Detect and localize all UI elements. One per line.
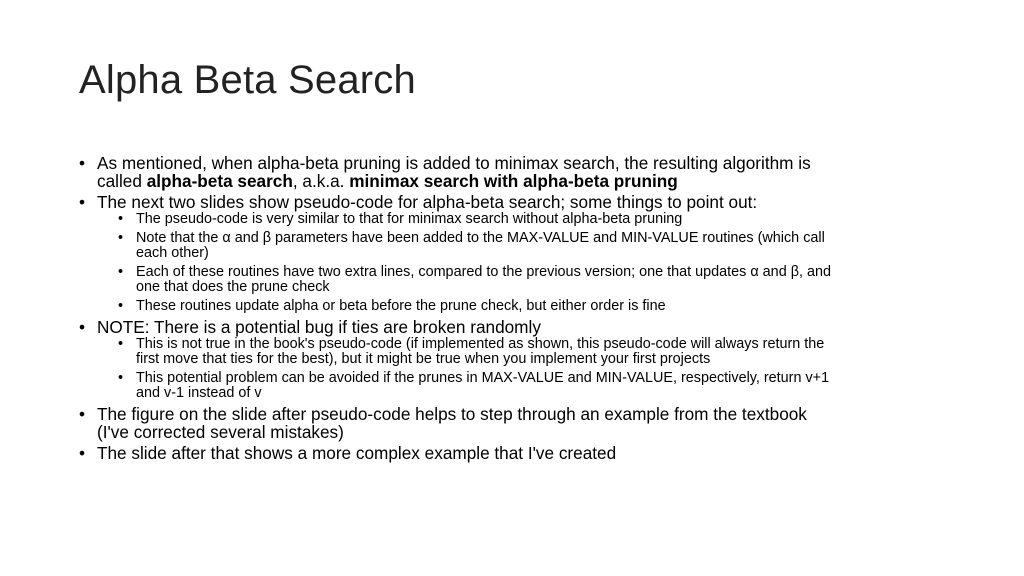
bullet-icon: • <box>118 298 124 314</box>
sub-bullet-text: The pseudo-code is very similar to that for minimax search without alpha-beta pruning <box>136 211 683 227</box>
bullet-item <box>79 318 959 401</box>
bullet-icon: • <box>79 192 86 212</box>
bullet-text: (I've corrected several mistakes) <box>97 422 344 442</box>
sub-bullet-text: Note that the α and β parameters have been added to the MAX-VALUE and MIN-VALUE routines (which call <box>136 230 825 246</box>
sub-bullet-item <box>97 231 959 261</box>
bullet-text <box>97 172 959 190</box>
sub-bullet-item <box>97 337 959 367</box>
bullet-icon: • <box>118 336 124 352</box>
text-fragment: , a.k.a. <box>292 171 350 191</box>
bullet-item <box>79 405 959 441</box>
bullet-icon: • <box>118 230 124 246</box>
bullet-text: The figure on the slide after pseudo-code helps to step through an example from the textbook <box>97 404 807 424</box>
bullet-text: As mentioned, when alpha-beta pruning is added to minimax search, the resulting algorithm is <box>97 153 811 173</box>
bullet-text: The next two slides show pseudo-code for alpha-beta search; some things to point out: <box>97 192 758 212</box>
sub-bullet-item <box>97 371 959 401</box>
sub-bullet-item <box>97 299 959 314</box>
sub-bullet-text: This is not true in the book's pseudo-code (if implemented as shown, this pseudo-code will always return the <box>136 336 825 352</box>
bullet-list <box>79 154 959 465</box>
sub-bullet-text: Each of these routines have two extra lines, compared to the previous version; one that updates α and β, and <box>136 264 831 280</box>
sub-bullet-item <box>97 265 959 295</box>
sub-bullet-item <box>97 212 959 227</box>
sub-bullet-list <box>97 337 959 401</box>
bullet-icon: • <box>79 153 86 173</box>
bullet-item <box>79 193 959 314</box>
sub-bullet-text: one that does the prune check <box>136 279 330 295</box>
bullet-icon: • <box>79 317 86 337</box>
sub-bullet-text: This potential problem can be avoided if the prunes in MAX-VALUE and MIN-VALUE, respectively, return v+1 <box>136 370 830 386</box>
bold-term: alpha-beta search <box>146 171 293 191</box>
sub-bullet-text: first move that ties for the best), but it might be true when you implement your first projects <box>136 351 711 367</box>
bullet-text: NOTE: There is a potential bug if ties are broken randomly <box>97 317 541 337</box>
bullet-icon: • <box>118 211 124 227</box>
sub-bullet-list <box>97 212 959 314</box>
sub-bullet-text: each other) <box>136 245 209 261</box>
sub-bullet-text: and v-1 instead of v <box>136 385 262 401</box>
bullet-text: The slide after that shows a more complex example that I've created <box>97 443 617 463</box>
bullet-icon: • <box>118 264 124 280</box>
slide-title: Alpha Beta Search <box>79 58 416 102</box>
bullet-icon: • <box>79 443 86 463</box>
bullet-icon: • <box>79 404 86 424</box>
text-fragment: called <box>97 171 147 191</box>
bold-term: minimax search with alpha-beta pruning <box>349 171 678 191</box>
bullet-item <box>79 154 959 190</box>
bullet-icon: • <box>118 370 124 386</box>
sub-bullet-text: These routines update alpha or beta before the prune check, but either order is fine <box>136 298 666 314</box>
bullet-item <box>79 444 959 462</box>
